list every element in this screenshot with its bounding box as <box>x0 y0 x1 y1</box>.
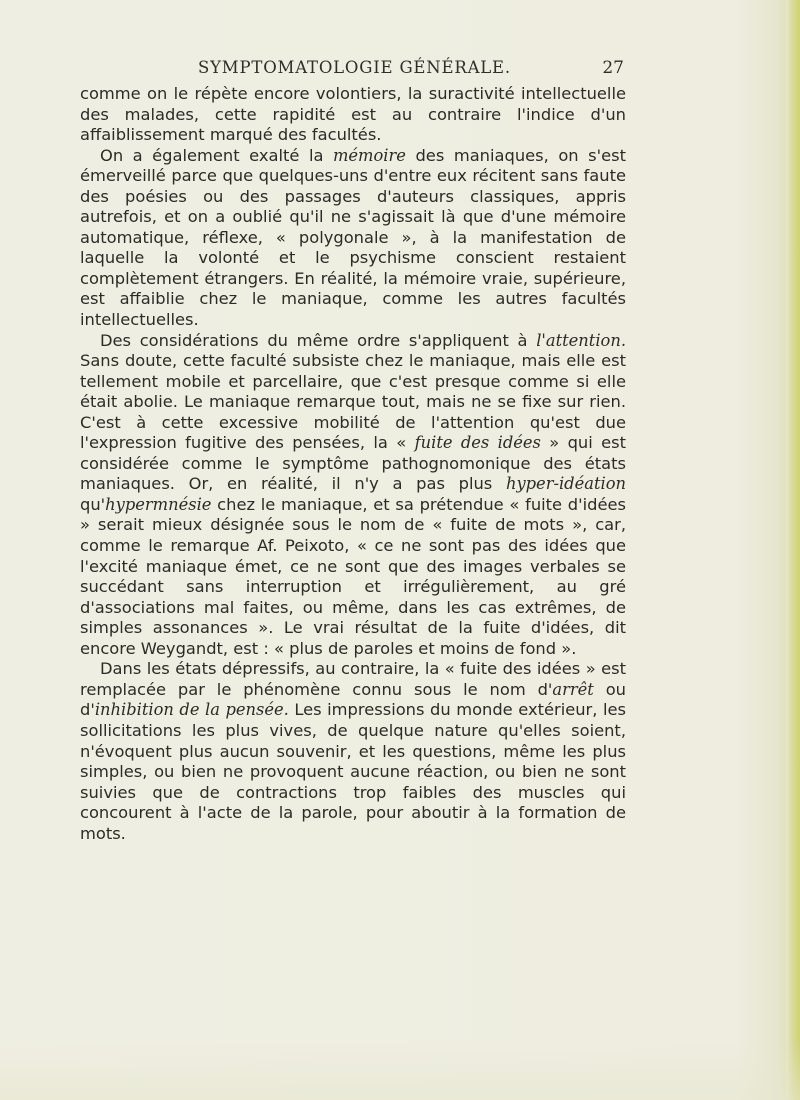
p2-text-a: On a également exalté la <box>100 145 333 165</box>
paragraph-4 <box>80 659 626 844</box>
running-title: SYMPTOMATOLOGIE GÉNÉRALE. <box>198 58 511 77</box>
page-header <box>80 58 626 82</box>
emphasis-attention: l'attention. <box>536 330 626 350</box>
body-text <box>80 84 626 844</box>
emphasis-fuite-des-idees: fuite des idées <box>414 433 541 453</box>
p3-text-e: » qui est considérée comme le symptôme pathognomonique des états maniaques. Or, en réalité, il n'y a pas plus <box>80 433 626 494</box>
paragraph-3 <box>80 331 626 660</box>
page-edge <box>786 0 800 1100</box>
p4-text-a: Dans les états dépressifs, au contraire, la « fuite des idées » est remplacée par le phénomène connu sous le nom d' <box>80 659 626 699</box>
emphasis-hyper-ideation: hyper-idéation <box>505 474 626 494</box>
page-number: 27 <box>602 58 624 78</box>
p2-text-c: des maniaques, on s'est émerveillé parce que quelques-uns d'entre eux récitent sans faute des poésies ou des passages d'auteurs classiques, appris autrefois, et on a oublié qu'il ne s'agissait là que d'une mémoire automatique, réflexe, « polygonale », à la manifestation de laquelle la volonté et le psychisme conscient restaient complètement étrangers. En réalité, la mémoire vraie, supérieure, est affaiblie chez le maniaque, comme les autres facultés intellectuelles. <box>80 145 626 330</box>
p3-text-c: Sans doute, cette faculté subsiste chez le maniaque, mais elle est tellement mobile et parcellaire, que c'est presque comme si elle était abolie. Le maniaque remarque tout, mais ne se fixe sur rien. C'est à cette excessive mobilité de l'attention qu'est due l'expression fugitive des pensées, la « <box>80 351 626 453</box>
paragraph-1-text: comme on le répète encore volontiers, la suractivité intellectuelle des malades, cette rapidité est au contraire l'indice d'un affaiblissement marqué des facultés. <box>80 84 626 145</box>
p3-text-g: qu' <box>80 494 106 514</box>
paragraph-2 <box>80 146 626 331</box>
p3-text-a: Des considérations du même ordre s'appliquent à <box>100 330 537 350</box>
emphasis-arret: arrêt <box>552 679 594 699</box>
emphasis-memoire: mémoire <box>332 145 406 165</box>
emphasis-hypermnesie: hypermnésie <box>105 494 212 514</box>
p3-text-i: chez le maniaque, et sa prétendue « fuite d'idées » serait mieux désignée sous le nom de « fuite de mots », car, comme le remarque Af. Peixoto, « ce ne sont pas des idées que l'excité maniaque émet, ce ne sont que des images verbales se succédant sans interruption et irrégulièrement, au gré d'associations mal faites, ou même, dans les cas extrêmes, de simples assonances ». Le vrai résultat de la fuite d'idées, dit encore Weygandt, est : « plus de paroles et moins de fond ». <box>80 494 626 658</box>
emphasis-inhibition: inhibition de la pensée. <box>94 700 289 720</box>
p4-text-c: ou d' <box>80 679 626 720</box>
paragraph-1 <box>80 84 626 146</box>
p4-text-e: Les impressions du monde extérieur, les sollicitations les plus vives, de quelque nature qu'elles soient, n'évoquent plus aucun souvenir, et les questions, même les plus simples, ou bien ne provoquent aucune réaction, ou bien ne sont suivies que de contractions trop faibles des muscles qui concourent à l'acte de la parole, pour aboutir à la formation de mots. <box>80 700 626 843</box>
page-shadow <box>0 1040 800 1100</box>
